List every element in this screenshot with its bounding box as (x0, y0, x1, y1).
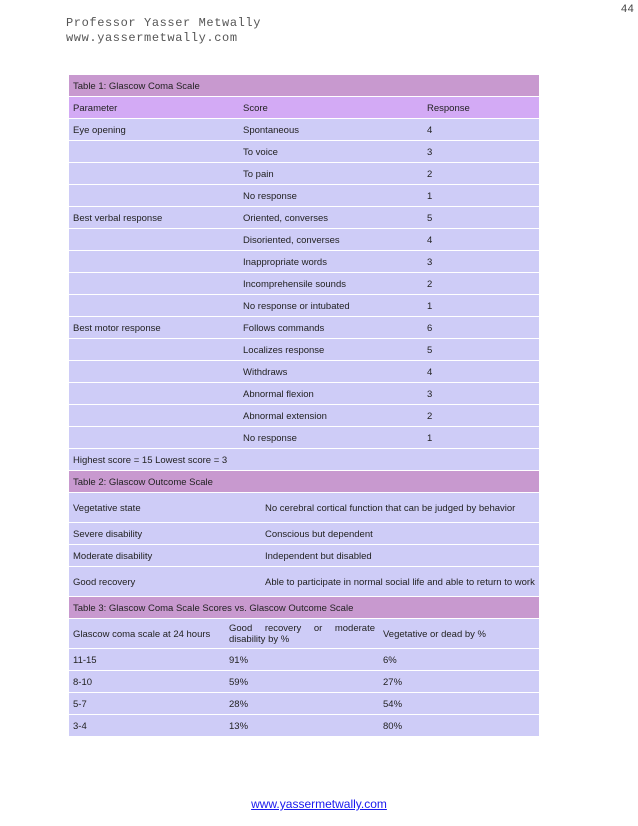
table-cell: 2 (423, 405, 539, 427)
table-cell: 54% (379, 693, 539, 715)
table-header-row (69, 619, 539, 649)
table-cell: Abnormal extension (239, 405, 423, 427)
table-gcs-vs-gos (69, 597, 539, 737)
table-cell: Able to participate in normal social life and able to return to work (261, 567, 539, 597)
table-row (69, 141, 539, 163)
table-row (69, 523, 539, 545)
table-cell: Severe disability (69, 523, 261, 545)
table-cell: Best verbal response (69, 207, 239, 229)
table-cell: 5-7 (69, 693, 225, 715)
table-cell: Abnormal flexion (239, 383, 423, 405)
table-cell: Withdraws (239, 361, 423, 383)
table-note-row (69, 449, 539, 471)
table-cell: 91% (225, 649, 379, 671)
table-cell: 6% (379, 649, 539, 671)
table-row (69, 545, 539, 567)
table-row (69, 317, 539, 339)
table-cell: 3 (423, 141, 539, 163)
column-header: Glascow coma scale at 24 hours (69, 619, 225, 649)
table-row (69, 427, 539, 449)
table-cell (69, 273, 239, 295)
table-row (69, 671, 539, 693)
author-name: Professor Yasser Metwally (66, 16, 262, 30)
table-cell: 4 (423, 361, 539, 383)
table-glasgow-coma-scale (69, 75, 539, 471)
table-cell: 3-4 (69, 715, 225, 737)
table-row (69, 361, 539, 383)
table-cell: No response (239, 185, 423, 207)
table-row (69, 185, 539, 207)
page-header (66, 16, 261, 46)
column-header: Good recovery or moderate disability by % (225, 619, 379, 649)
table-cell (69, 295, 239, 317)
table-row (69, 383, 539, 405)
column-header: Vegetative or dead by % (379, 619, 539, 649)
table-row (69, 163, 539, 185)
table-cell: 80% (379, 715, 539, 737)
table-cell: 6 (423, 317, 539, 339)
table-cell (69, 339, 239, 361)
table-title-row (69, 597, 539, 619)
table-cell (69, 141, 239, 163)
table-row (69, 339, 539, 361)
table-title: Table 3: Glascow Coma Scale Scores vs. Glascow Outcome Scale (69, 597, 539, 619)
footer-link[interactable]: www.yassermetwally.com (251, 797, 387, 811)
table-cell: Good recovery (69, 567, 261, 597)
table-cell: 28% (225, 693, 379, 715)
table-row (69, 273, 539, 295)
header-website: www.yassermetwally.com (66, 31, 238, 45)
table-cell: Localizes response (239, 339, 423, 361)
table-cell: Vegetative state (69, 493, 261, 523)
score-range-note: Highest score = 15 Lowest score = 3 (69, 449, 539, 471)
table-cell (69, 361, 239, 383)
table-cell: 5 (423, 339, 539, 361)
table-title: Table 2: Glascow Outcome Scale (69, 471, 539, 493)
table-row (69, 119, 539, 141)
table-title-row (69, 75, 539, 97)
table-cell: 59% (225, 671, 379, 693)
table-glasgow-outcome-scale (69, 471, 539, 597)
table-row (69, 567, 539, 597)
column-header: Parameter (69, 97, 239, 119)
table-row (69, 251, 539, 273)
page-number: 44 (620, 4, 634, 16)
table-cell: 4 (423, 229, 539, 251)
table-cell (69, 185, 239, 207)
table-cell: 27% (379, 671, 539, 693)
column-header: Response (423, 97, 539, 119)
table-title: Table 1: Glascow Coma Scale (69, 75, 539, 97)
table-cell: Moderate disability (69, 545, 261, 567)
table-row (69, 405, 539, 427)
table-cell: 3 (423, 251, 539, 273)
table-row (69, 295, 539, 317)
table-cell: 8-10 (69, 671, 225, 693)
document-body (69, 75, 539, 737)
table-cell: 11-15 (69, 649, 225, 671)
table-cell: Disoriented, converses (239, 229, 423, 251)
table-cell (69, 427, 239, 449)
table-row (69, 693, 539, 715)
table-row (69, 207, 539, 229)
table-cell: 1 (423, 427, 539, 449)
table-row (69, 649, 539, 671)
table-row (69, 229, 539, 251)
table-cell: Spontaneous (239, 119, 423, 141)
table-cell: To voice (239, 141, 423, 163)
table-row (69, 715, 539, 737)
table-cell: 5 (423, 207, 539, 229)
table-cell: No response (239, 427, 423, 449)
table-cell: Best motor response (69, 317, 239, 339)
table-cell: Independent but disabled (261, 545, 539, 567)
table-header-row (69, 97, 539, 119)
table-cell: 1 (423, 185, 539, 207)
table-cell: 2 (423, 273, 539, 295)
table-cell: 2 (423, 163, 539, 185)
table-cell: To pain (239, 163, 423, 185)
table-cell (69, 163, 239, 185)
table-cell: No response or intubated (239, 295, 423, 317)
table-row (69, 493, 539, 523)
table-cell: Oriented, converses (239, 207, 423, 229)
table-cell: No cerebral cortical function that can be judged by behavior (261, 493, 539, 523)
table-cell (69, 229, 239, 251)
table-cell: Incomprehensile sounds (239, 273, 423, 295)
table-cell: 4 (423, 119, 539, 141)
table-cell: Inappropriate words (239, 251, 423, 273)
table-cell: Eye opening (69, 119, 239, 141)
table-cell (69, 405, 239, 427)
table-cell: 1 (423, 295, 539, 317)
table-cell (69, 383, 239, 405)
table-cell: 3 (423, 383, 539, 405)
table-cell: Conscious but dependent (261, 523, 539, 545)
table-cell: 13% (225, 715, 379, 737)
column-header: Score (239, 97, 423, 119)
table-cell (69, 251, 239, 273)
table-title-row (69, 471, 539, 493)
table-cell: Follows commands (239, 317, 423, 339)
